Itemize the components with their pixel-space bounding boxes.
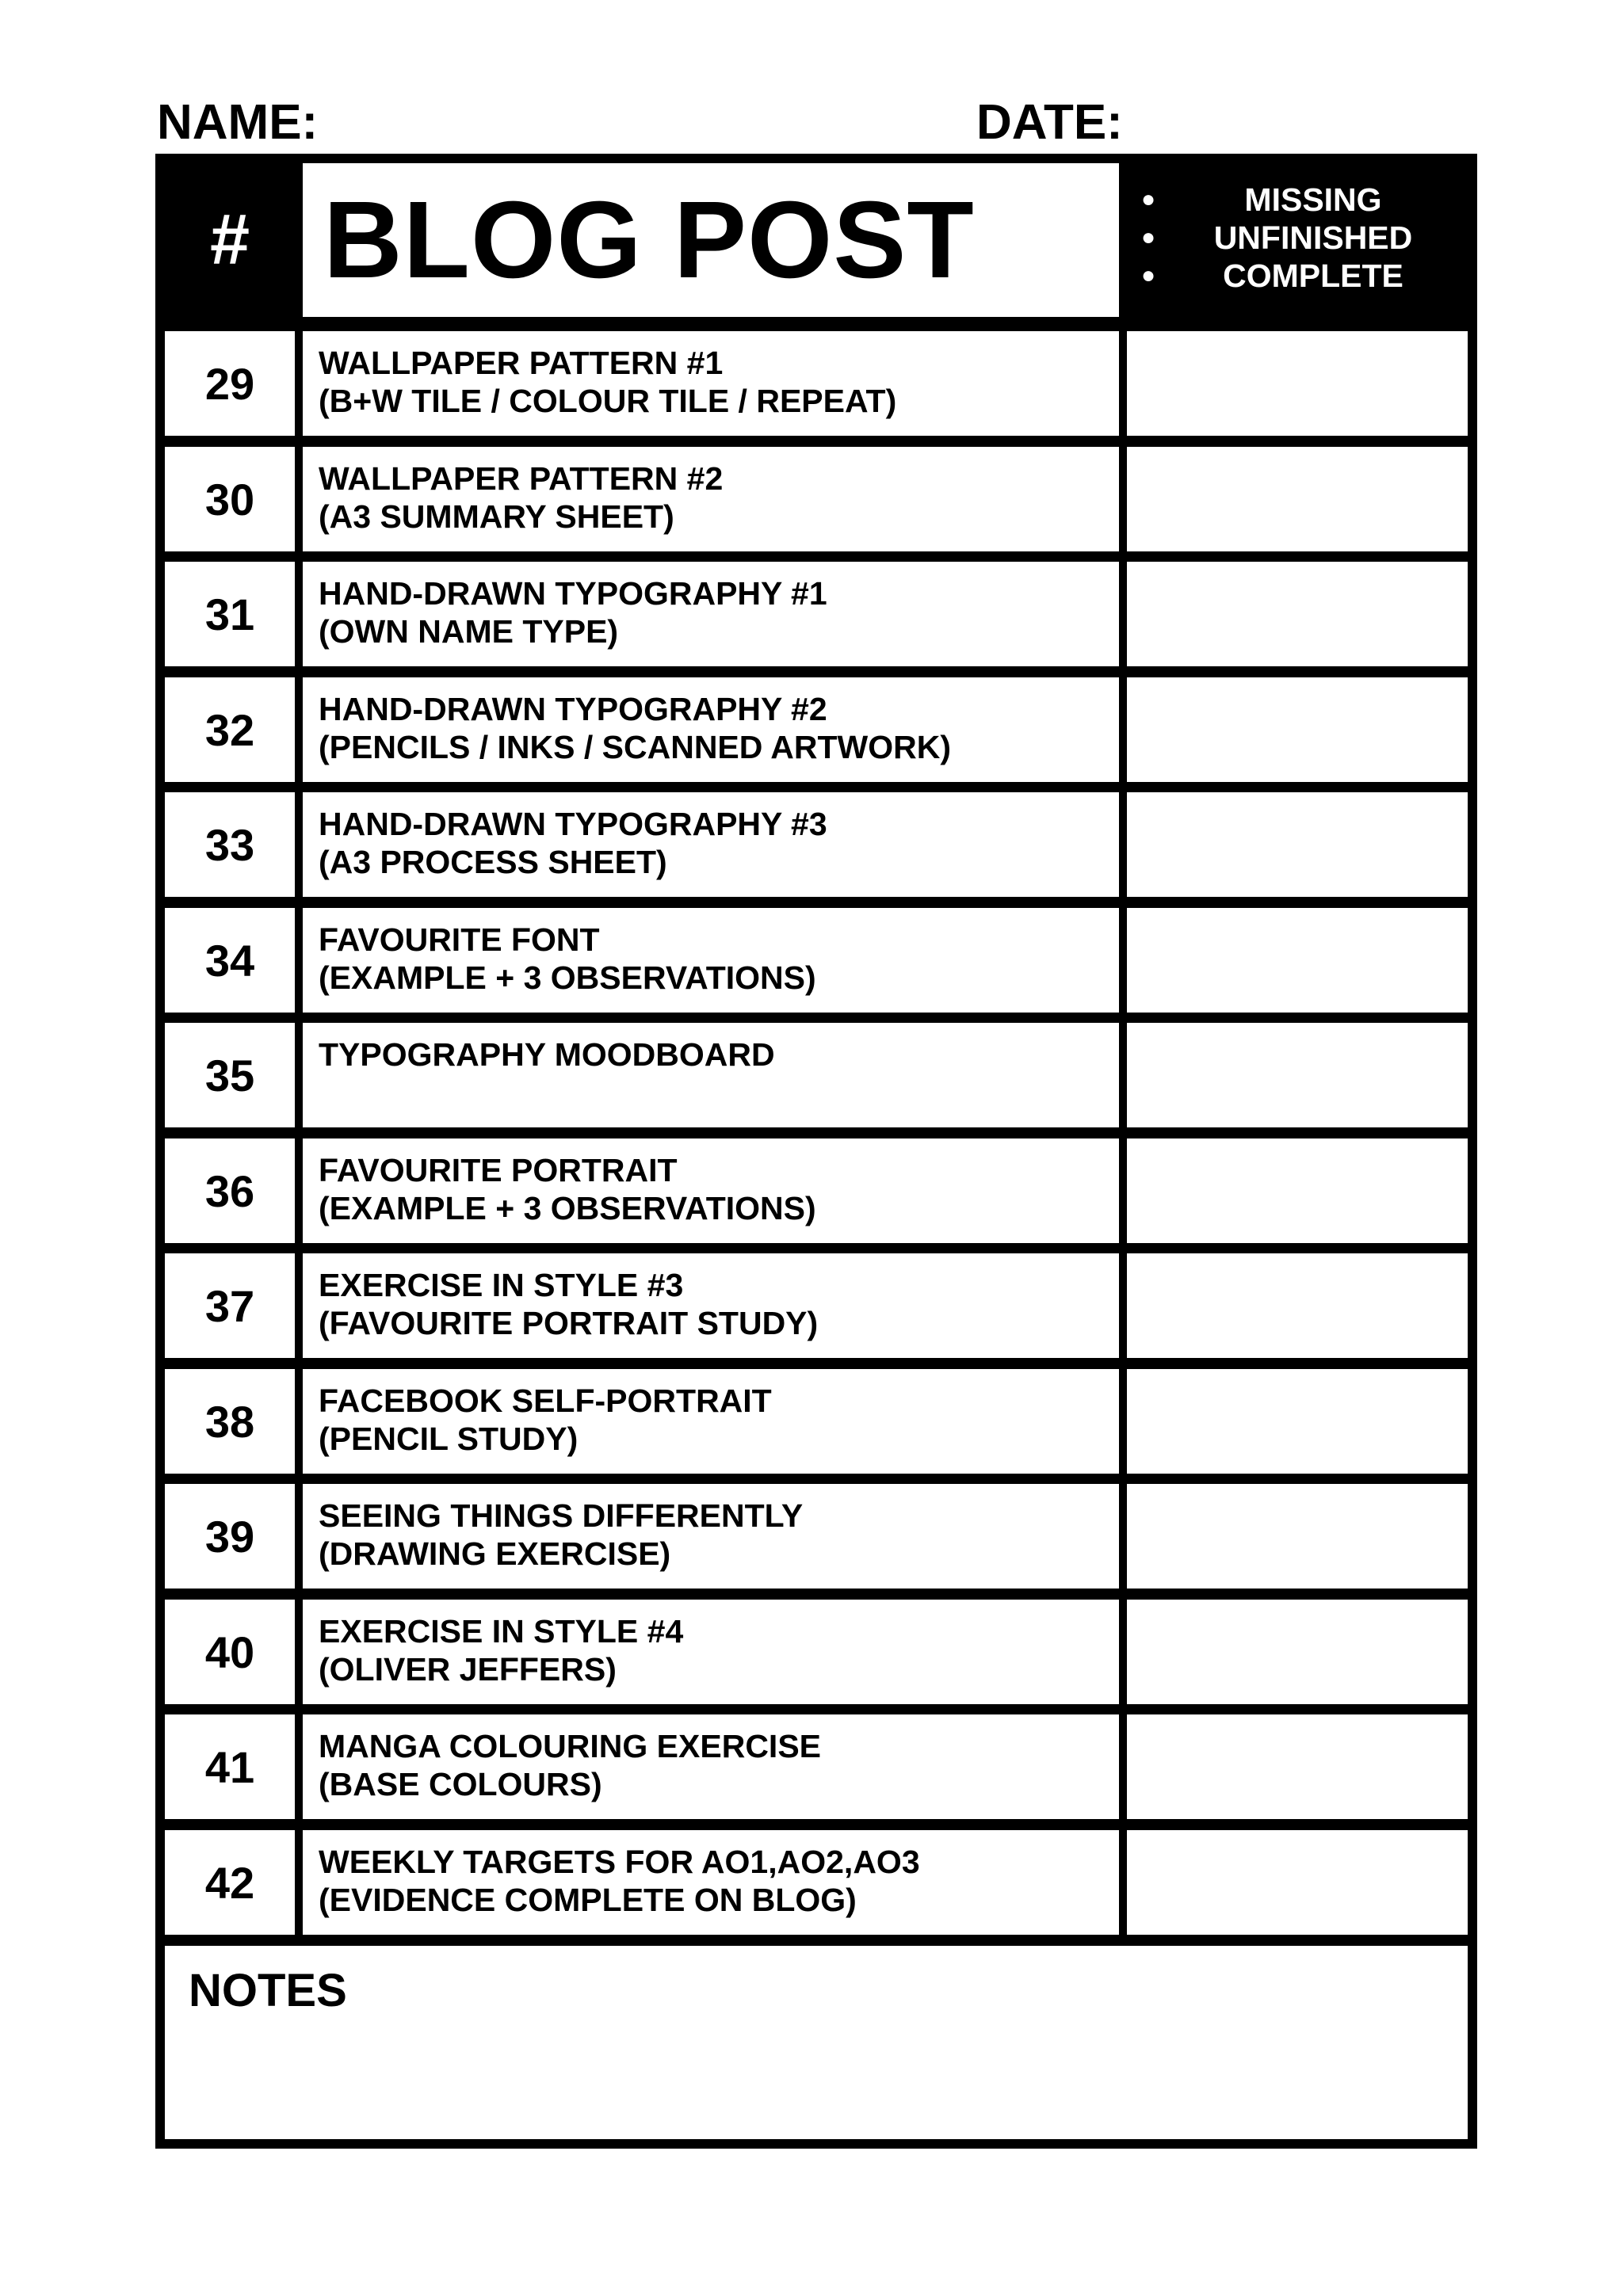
row-number: 31	[165, 562, 295, 666]
row-subtitle: (A3 SUMMARY SHEET)	[319, 498, 674, 535]
row-status-cell[interactable]	[1127, 908, 1468, 1013]
row-description	[303, 331, 1119, 436]
row-status-cell[interactable]	[1127, 331, 1468, 436]
row-description	[303, 1484, 1119, 1589]
row-title: FACEBOOK SELF-PORTRAIT	[319, 1383, 772, 1419]
row-subtitle: (BASE COLOURS)	[319, 1766, 602, 1802]
row-number: 34	[165, 908, 295, 1013]
row-title: EXERCISE IN STYLE #4	[319, 1613, 684, 1650]
row-status-cell[interactable]	[1127, 1138, 1468, 1243]
row-number: 33	[165, 792, 295, 897]
row-description	[303, 447, 1119, 551]
row-title: WEEKLY TARGETS FOR AO1,AO2,AO3	[319, 1844, 920, 1880]
row-number: 35	[165, 1023, 295, 1127]
name-label: NAME:	[157, 95, 319, 150]
bullet-icon: ●	[1141, 186, 1156, 212]
row-description	[303, 1138, 1119, 1243]
row-description	[303, 1369, 1119, 1474]
row-subtitle: (OWN NAME TYPE)	[319, 613, 619, 650]
row-status-cell[interactable]	[1127, 1484, 1468, 1589]
row-title: WALLPAPER PATTERN #1	[319, 345, 724, 381]
row-description	[303, 908, 1119, 1013]
notes-label: NOTES	[189, 1965, 347, 2016]
number-column-header: #	[165, 163, 295, 317]
bullet-icon: ●	[1141, 224, 1156, 250]
status-legend-header	[1127, 163, 1468, 317]
row-number: 40	[165, 1600, 295, 1704]
row-number: 38	[165, 1369, 295, 1474]
row-status-cell[interactable]	[1127, 1369, 1468, 1474]
row-status-cell[interactable]	[1127, 562, 1468, 666]
row-title: EXERCISE IN STYLE #3	[319, 1267, 684, 1303]
row-status-cell[interactable]	[1127, 1600, 1468, 1704]
row-description	[303, 1253, 1119, 1358]
row-number: 42	[165, 1830, 295, 1935]
status-option-unfinished: UNFINISHED	[1213, 219, 1413, 256]
row-number: 36	[165, 1138, 295, 1243]
row-number: 41	[165, 1714, 295, 1819]
row-title: HAND-DRAWN TYPOGRAPHY #3	[319, 806, 827, 842]
row-status-cell[interactable]	[1127, 1023, 1468, 1127]
bullet-icon: ●	[1141, 262, 1156, 288]
row-title: HAND-DRAWN TYPOGRAPHY #1	[319, 575, 827, 612]
row-subtitle: (EXAMPLE + 3 OBSERVATIONS)	[319, 1190, 816, 1226]
row-subtitle: (PENCILS / INKS / SCANNED ARTWORK)	[319, 729, 951, 765]
row-number: 39	[165, 1484, 295, 1589]
row-description	[303, 562, 1119, 666]
row-title: TYPOGRAPHY MOODBOARD	[319, 1036, 775, 1073]
row-subtitle: (EXAMPLE + 3 OBSERVATIONS)	[319, 959, 816, 996]
row-title: FAVOURITE PORTRAIT	[319, 1152, 678, 1188]
row-status-cell[interactable]	[1127, 792, 1468, 897]
row-number: 30	[165, 447, 295, 551]
row-subtitle: (A3 PROCESS SHEET)	[319, 844, 667, 880]
blog-post-title: BLOG POST	[303, 163, 1119, 317]
status-option-missing: MISSING	[1244, 181, 1382, 218]
row-subtitle: (FAVOURITE PORTRAIT STUDY)	[319, 1305, 819, 1341]
row-title: MANGA COLOURING EXERCISE	[319, 1728, 822, 1764]
row-description	[303, 677, 1119, 782]
row-number: 32	[165, 677, 295, 782]
row-subtitle: (OLIVER JEFFERS)	[319, 1651, 617, 1688]
blog-post-checklist-table	[155, 154, 1477, 2149]
row-title: FAVOURITE FONT	[319, 921, 600, 958]
row-subtitle: (PENCIL STUDY)	[319, 1421, 579, 1457]
row-status-cell[interactable]	[1127, 1253, 1468, 1358]
status-option-complete: COMPLETE	[1223, 257, 1403, 294]
row-status-cell[interactable]	[1127, 1714, 1468, 1819]
row-status-cell[interactable]	[1127, 677, 1468, 782]
row-subtitle: (DRAWING EXERCISE)	[319, 1535, 671, 1572]
row-subtitle: (EVIDENCE COMPLETE ON BLOG)	[319, 1882, 857, 1918]
row-description	[303, 1600, 1119, 1704]
row-number: 37	[165, 1253, 295, 1358]
row-description	[303, 792, 1119, 897]
row-title: HAND-DRAWN TYPOGRAPHY #2	[319, 691, 827, 727]
row-description	[303, 1023, 1119, 1127]
row-description	[303, 1830, 1119, 1935]
date-label: DATE:	[976, 95, 1123, 150]
row-subtitle: (B+W TILE / COLOUR TILE / REPEAT)	[319, 383, 897, 419]
row-status-cell[interactable]	[1127, 1830, 1468, 1935]
row-title: SEEING THINGS DIFFERENTLY	[319, 1497, 804, 1534]
row-number: 29	[165, 331, 295, 436]
row-title: WALLPAPER PATTERN #2	[319, 460, 724, 497]
notes-box[interactable]	[165, 1946, 1468, 2139]
row-status-cell[interactable]	[1127, 447, 1468, 551]
row-description	[303, 1714, 1119, 1819]
